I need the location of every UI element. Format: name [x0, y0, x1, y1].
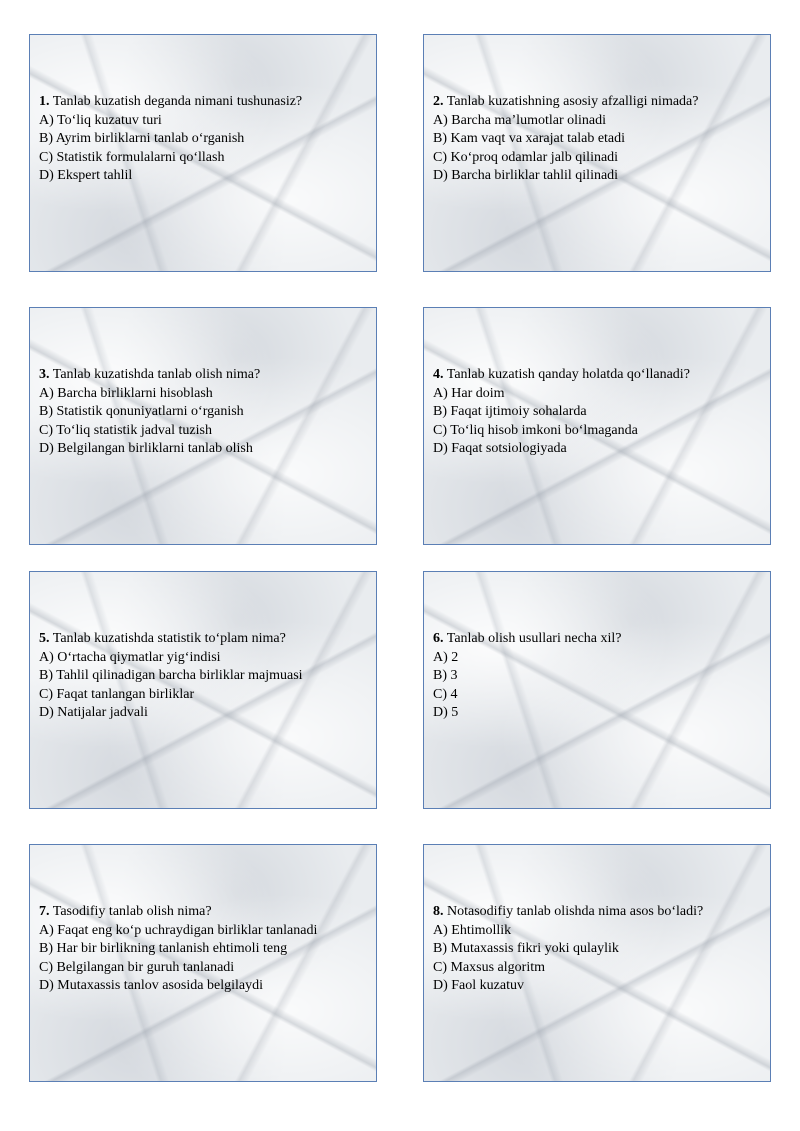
option-c: C) To‘liq statistik jadval tuzish	[39, 422, 212, 438]
option-d: D) Barcha birliklar tahlil qilinadi	[433, 168, 619, 183]
option-a: A) O‘rtacha qiymatlar yig‘indisi	[39, 649, 221, 665]
question-label: Tasodifiy tanlab olish nima?	[52, 904, 212, 919]
option-c: C) Belgilangan bir guruh tanlanadi	[39, 959, 235, 975]
option-b: B) Statistik qonuniyatlarni o‘rganish	[39, 404, 244, 419]
question-text	[39, 366, 368, 385]
option-a: A) To‘liq kuzatuv turi	[39, 112, 162, 128]
card-content	[39, 93, 368, 186]
question-text	[433, 366, 762, 385]
question-card-5	[29, 571, 377, 809]
question-number: 1.	[39, 94, 50, 109]
option-a: A) Barcha ma’lumotlar olinadi	[433, 112, 606, 128]
option-c: C) Faqat tanlangan birliklar	[39, 686, 195, 702]
option-d: D) Faol kuzatuv	[433, 978, 524, 993]
option-b: B) 3	[433, 668, 458, 683]
option-a: A) Barcha birliklarni hisoblash	[39, 385, 213, 401]
option-c: C) To‘liq hisob imkoni bo‘lmaganda	[433, 422, 638, 438]
card-content	[433, 903, 762, 996]
option-b: B) Har bir birlikning tanlanish ehtimoli teng	[39, 941, 288, 956]
option-d: D) Faqat sotsiologiyada	[433, 441, 567, 456]
question-label: Tanlab kuzatish qanday holatda qo‘llanadi?	[446, 367, 690, 382]
card-content	[433, 93, 762, 186]
question-number: 6.	[433, 631, 444, 646]
option-b: B) Mutaxassis fikri yoki qulaylik	[433, 941, 619, 956]
option-a: A) Faqat eng ko‘p uchraydigan birliklar tanlanadi	[39, 922, 318, 938]
question-label: Tanlab kuzatishning asosiy afzalligi nimada?	[446, 94, 699, 109]
question-text	[39, 630, 368, 649]
question-number: 4.	[433, 367, 444, 382]
question-card-4	[423, 307, 771, 545]
card-content	[433, 366, 762, 459]
question-card-2	[423, 34, 771, 272]
question-card-3	[29, 307, 377, 545]
option-a: A) 2	[433, 649, 459, 665]
question-card-6	[423, 571, 771, 809]
option-d: D) Natijalar jadvali	[39, 705, 148, 720]
question-text	[433, 630, 762, 649]
card-content	[39, 630, 368, 723]
option-b: B) Faqat ijtimoiy sohalarda	[433, 404, 587, 419]
question-text	[433, 903, 762, 922]
option-d: D) Belgilangan birliklarni tanlab olish	[39, 441, 253, 456]
question-text	[39, 93, 368, 112]
question-label: Tanlab kuzatish deganda nimani tushunasiz?	[52, 94, 303, 109]
option-d: D) Ekspert tahlil	[39, 168, 133, 183]
card-content	[39, 903, 368, 996]
option-c: C) 4	[433, 686, 458, 702]
question-number: 7.	[39, 904, 50, 919]
option-b: B) Ayrim birliklarni tanlab o‘rganish	[39, 131, 245, 146]
option-b: B) Tahlil qilinadigan barcha birliklar majmuasi	[39, 668, 303, 683]
question-number: 8.	[433, 904, 444, 919]
question-card-1	[29, 34, 377, 272]
option-a: A) Ehtimollik	[433, 922, 512, 938]
question-number: 5.	[39, 631, 50, 646]
question-text	[433, 93, 762, 112]
option-c: C) Statistik formulalarni qo‘llash	[39, 149, 225, 165]
question-card-8	[423, 844, 771, 1082]
option-c: C) Maxsus algoritm	[433, 959, 545, 975]
question-text	[39, 903, 368, 922]
card-content	[433, 630, 762, 723]
question-label: Tanlab kuzatishda tanlab olish nima?	[52, 367, 261, 382]
question-label: Notasodifiy tanlab olishda nima asos bo‘ladi?	[447, 904, 704, 919]
option-c: C) Ko‘proq odamlar jalb qilinadi	[433, 149, 619, 165]
question-number: 2.	[433, 94, 444, 109]
option-a: A) Har doim	[433, 385, 505, 401]
question-label: Tanlab olish usullari necha xil?	[446, 631, 622, 646]
question-card-7	[29, 844, 377, 1082]
question-label: Tanlab kuzatishda statistik to‘plam nima?	[52, 631, 286, 646]
option-b: B) Kam vaqt va xarajat talab etadi	[433, 131, 626, 146]
option-d: D) Mutaxassis tanlov asosida belgilaydi	[39, 978, 263, 993]
card-content	[39, 366, 368, 459]
question-number: 3.	[39, 367, 50, 382]
option-d: D) 5	[433, 705, 459, 720]
